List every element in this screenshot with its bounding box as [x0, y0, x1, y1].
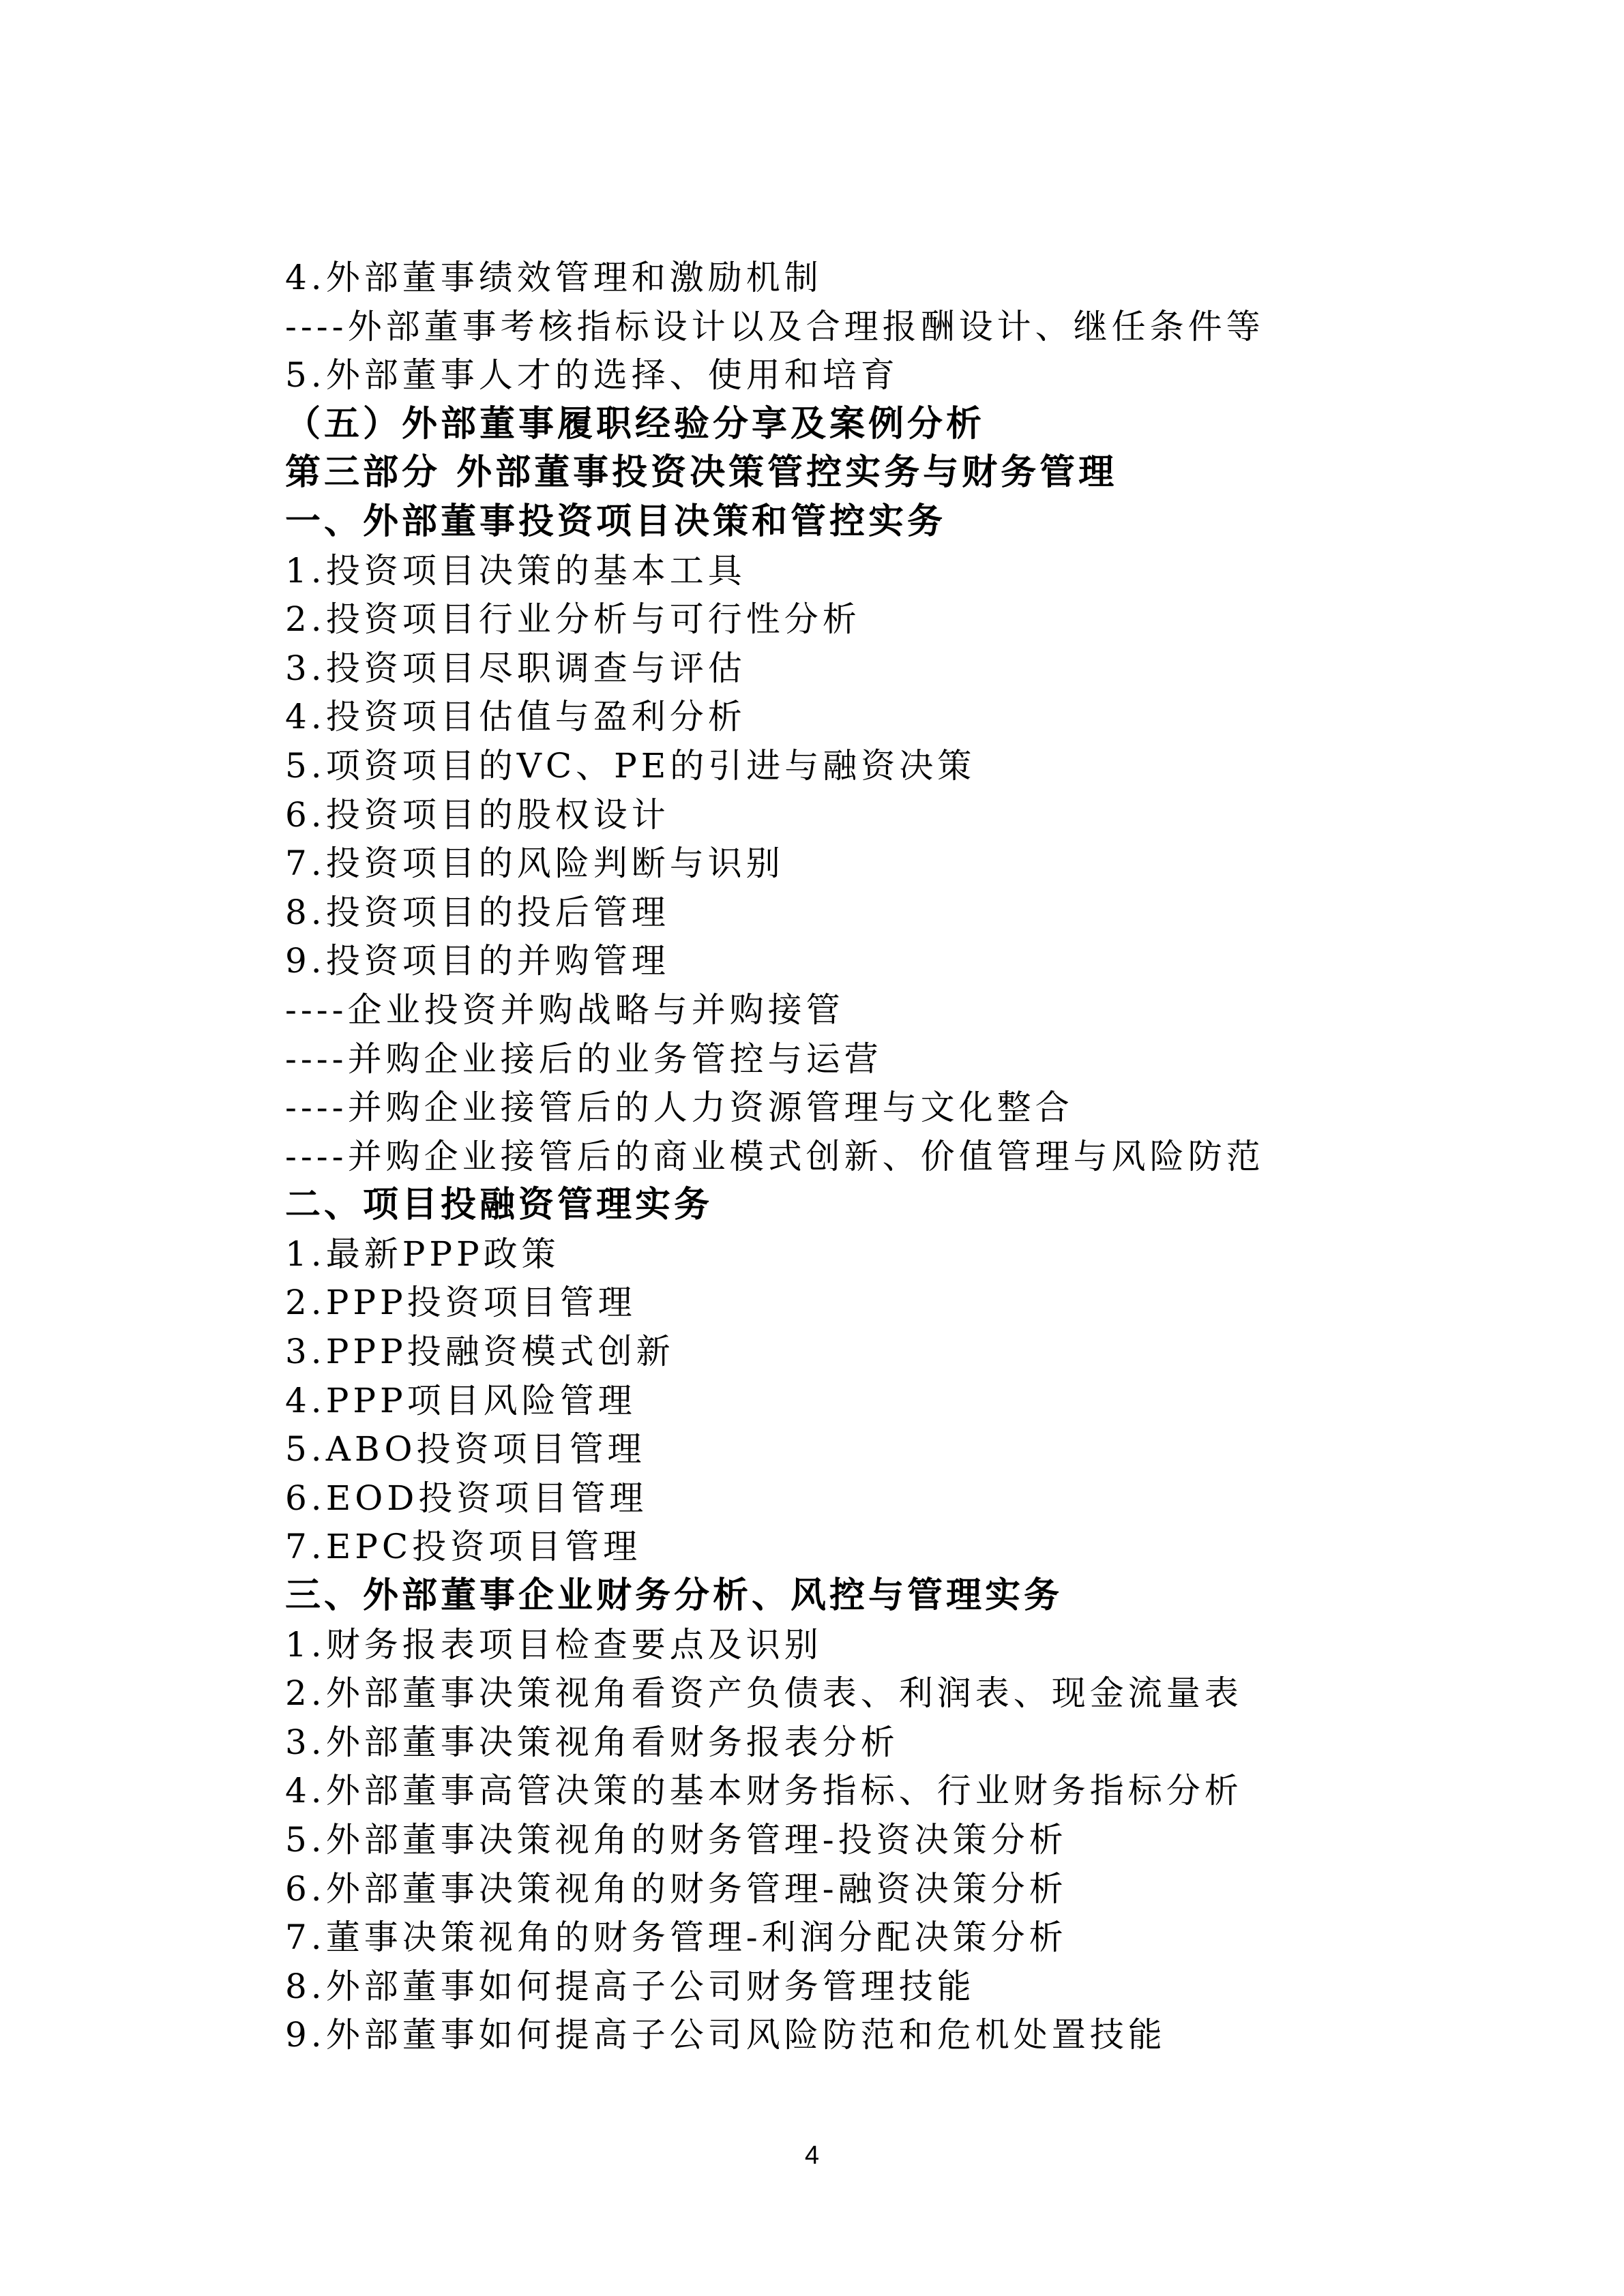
text-line: 1.财务报表项目检查要点及识别 [285, 1624, 823, 1665]
text-line: 5.ABO投资项目管理 [285, 1429, 646, 1470]
text-line: 8.外部董事如何提高子公司财务管理技能 [285, 1966, 975, 2006]
text-line: ----并购企业接管后的人力资源管理与文化整合 [285, 1088, 1074, 1128]
text-line: 5.外部董事决策视角的财务管理-投资决策分析 [285, 1820, 1067, 1860]
section-heading: 二、项目投融资管理实务 [285, 1184, 713, 1226]
section-heading: 三、外部董事企业财务分析、风控与管理实务 [285, 1575, 1063, 1617]
text-line: 9.投资项目的并购管理 [285, 941, 670, 981]
text-line: 7.投资项目的风险判断与识别 [285, 844, 784, 884]
page-number: 4 [804, 2141, 820, 2170]
text-line: 1.最新PPP政策 [285, 1234, 560, 1274]
text-line: 7.EPC投资项目管理 [285, 1527, 642, 1567]
text-line: ----并购企业接后的业务管控与运营 [285, 1039, 883, 1079]
text-line: 2.外部董事决策视角看资产负债表、利润表、现金流量表 [285, 1673, 1243, 1714]
section-heading: 一、外部董事投资项目决策和管控实务 [285, 501, 947, 542]
text-line: 3.PPP投融资模式创新 [285, 1332, 675, 1372]
text-line: 4.投资项目估值与盈利分析 [285, 697, 746, 737]
text-line: 1.投资项目决策的基本工具 [285, 550, 746, 591]
text-line: 5.项资项目的VC、PE的引进与融资决策 [285, 745, 976, 786]
text-line: ----外部董事考核指标设计以及合理报酬设计、继任条件等 [285, 306, 1265, 346]
document-body [285, 254, 1349, 2095]
text-line: 6.外部董事决策视角的财务管理-融资决策分析 [285, 1868, 1067, 1909]
text-line: 6.投资项目的股权设计 [285, 794, 670, 835]
text-line: 5.外部董事人才的选择、使用和培育 [285, 355, 899, 396]
part-heading: 第三部分 外部董事投资决策管控实务与财务管理 [285, 452, 1118, 494]
text-line: 8.投资项目的投后管理 [285, 892, 670, 932]
text-line: 4.外部董事绩效管理和激励机制 [285, 258, 823, 297]
text-line: ----并购企业接管后的商业模式创新、价值管理与风险防范 [285, 1136, 1265, 1176]
text-line: 6.EOD投资项目管理 [285, 1478, 648, 1518]
section-heading: （五）外部董事履职经验分享及案例分析 [285, 403, 986, 445]
text-line: ----企业投资并购战略与并购接管 [285, 989, 844, 1030]
text-line: 3.投资项目尽职调查与评估 [285, 648, 746, 688]
text-line: 4.外部董事高管决策的基本财务指标、行业财务指标分析 [285, 1771, 1243, 1811]
text-line: 2.投资项目行业分析与可行性分析 [285, 599, 861, 640]
text-line: 9.外部董事如何提高子公司风险防范和危机处置技能 [285, 2015, 1166, 2055]
text-line: 4.PPP项目风险管理 [285, 1380, 636, 1420]
text-line: 7.董事决策视角的财务管理-利润分配决策分析 [285, 1918, 1067, 1958]
text-line: 3.外部董事决策视角看财务报表分析 [285, 1722, 899, 1762]
text-line: 2.PPP投资项目管理 [285, 1283, 636, 1323]
